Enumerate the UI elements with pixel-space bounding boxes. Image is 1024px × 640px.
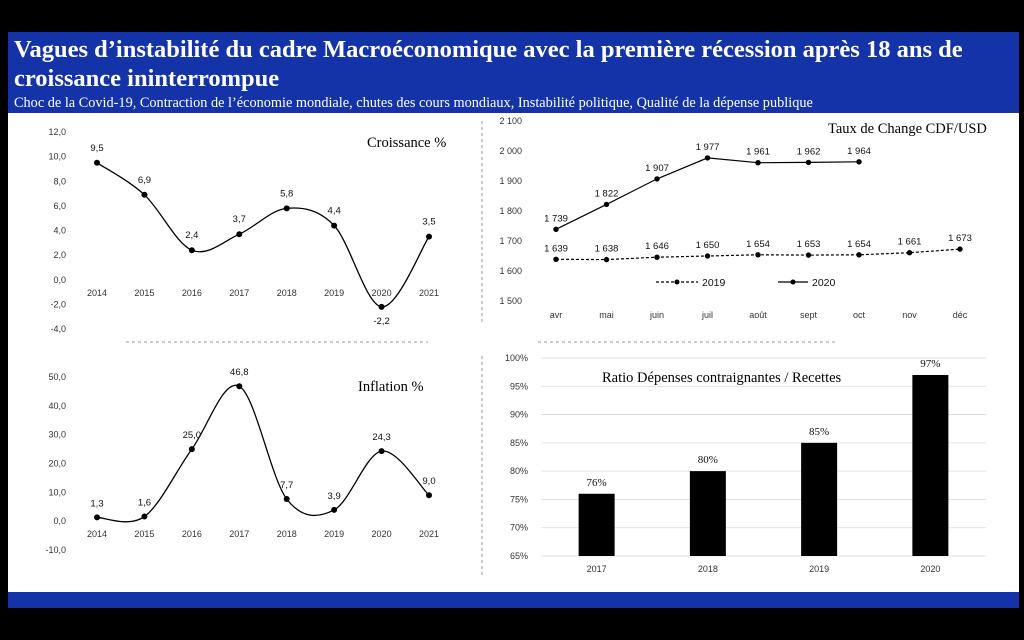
taux-point-2019-5 xyxy=(806,252,811,257)
croissance-data-labels xyxy=(90,143,435,327)
croissance-point-1 xyxy=(141,192,147,198)
taux-data-label-2019-4: 1 654 xyxy=(746,238,770,250)
taux-x-axis xyxy=(550,310,968,320)
croissance-xtick-4: 2018 xyxy=(276,288,297,298)
taux-ytick-3: 1 800 xyxy=(499,206,522,216)
croissance-point-5 xyxy=(331,223,337,229)
croissance-xtick-0: 2014 xyxy=(86,288,108,298)
taux-ytick-1: 2 000 xyxy=(499,146,522,156)
inflation-xtick-4: 2018 xyxy=(276,529,297,539)
croissance-ytick-1: 10,0 xyxy=(48,151,66,162)
ratio-bar-2 xyxy=(801,443,837,556)
taux-point-2019-8 xyxy=(957,246,962,251)
taux-data-label-2020-4: 1 961 xyxy=(746,146,770,158)
inflation-xtick-6: 2020 xyxy=(371,529,392,539)
taux-data-label-2020-0: 1 739 xyxy=(544,213,568,225)
inflation-data-label-7: 9,0 xyxy=(422,476,436,488)
taux-data-label-2020-6: 1 964 xyxy=(847,145,871,157)
taux-point-2019-1 xyxy=(604,257,609,262)
taux-xtick-6: oct xyxy=(852,310,866,320)
inflation-point-1 xyxy=(141,514,147,520)
taux-data-label-2019-5: 1 653 xyxy=(796,239,821,251)
ratio-ytick-2: 90% xyxy=(509,409,528,420)
taux-legend xyxy=(656,277,836,289)
croissance-xtick-5: 2019 xyxy=(324,288,345,298)
croissance-ytick-0: 12,0 xyxy=(48,127,66,137)
taux-data-label-2019-2: 1 646 xyxy=(645,241,669,253)
inflation-chart xyxy=(45,367,439,555)
croissance-data-label-1: 6,9 xyxy=(137,174,152,186)
croissance-point-7 xyxy=(426,234,432,240)
inflation-point-3 xyxy=(236,383,242,389)
inflation-x-axis xyxy=(87,529,439,539)
taux-data-label-2019-1: 1 638 xyxy=(594,243,619,255)
croissance-point-0 xyxy=(94,160,100,166)
taux-data-label-2019-7: 1 661 xyxy=(897,236,922,248)
ratio-data-label-1: 80% xyxy=(697,454,718,467)
croissance-data-label-4: 5,8 xyxy=(280,188,294,200)
inflation-data-label-5: 3,9 xyxy=(327,490,341,502)
taux-xtick-3: juil xyxy=(701,310,714,320)
croissance-ytick-5: 2,0 xyxy=(53,250,66,261)
inflation-xtick-2: 2016 xyxy=(181,529,202,539)
inflation-data-label-0: 1,3 xyxy=(90,498,104,510)
ratio-ytick-0: 100% xyxy=(504,353,528,363)
legend-2019-marker xyxy=(675,280,680,285)
inflation-xtick-7: 2021 xyxy=(418,529,440,539)
inflation-ytick-5: 0,0 xyxy=(53,516,66,527)
taux-xtick-5: sept xyxy=(799,310,818,320)
taux-point-2019-2 xyxy=(654,255,659,260)
croissance-point-4 xyxy=(284,205,290,211)
inflation-ytick-4: 10,0 xyxy=(48,487,66,498)
inflation-xtick-3: 2017 xyxy=(229,529,250,539)
footer-bar xyxy=(8,592,1019,608)
taux-point-2020-2 xyxy=(654,176,659,181)
taux-data-label-2020-2: 1 907 xyxy=(645,162,669,174)
inflation-point-6 xyxy=(379,448,385,454)
inflation-point-7 xyxy=(426,492,432,498)
taux-point-2019-7 xyxy=(907,250,912,255)
croissance-xtick-2: 2016 xyxy=(181,288,202,298)
taux-point-2020-5 xyxy=(806,160,811,165)
croissance-data-label-3: 3,7 xyxy=(232,214,246,226)
croissance-ytick-4: 4,0 xyxy=(53,225,66,236)
taux-ytick-5: 1 600 xyxy=(499,266,522,276)
ratio-x-axis xyxy=(587,564,941,574)
ratio-ytick-5: 75% xyxy=(509,494,528,505)
croissance-xtick-6: 2020 xyxy=(371,288,392,298)
croissance-xtick-1: 2015 xyxy=(134,288,155,298)
slide-title: Vagues d’instabilité du cadre Macroéconomique avec la première récession après 18 ans de croissance ininterrompue xyxy=(14,36,963,92)
ratio-ytick-7: 65% xyxy=(509,551,528,561)
charts-panel xyxy=(8,113,1019,592)
inflation-data-label-6: 24,3 xyxy=(372,432,391,444)
taux-point-2019-0 xyxy=(553,257,558,262)
inflation-point-2 xyxy=(189,446,195,452)
taux-data-labels xyxy=(544,142,972,255)
croissance-ytick-8: -4,0 xyxy=(50,324,66,334)
inflation-point-5 xyxy=(331,507,337,513)
taux-data-label-2019-0: 1 639 xyxy=(544,243,568,255)
inflation-point-0 xyxy=(94,514,100,520)
inflation-y-axis xyxy=(45,372,66,555)
croissance-data-label-2: 2,4 xyxy=(185,230,199,242)
taux-chart xyxy=(499,116,986,320)
taux-point-2020-1 xyxy=(604,202,609,207)
ratio-bars xyxy=(579,375,949,556)
croissance-chart xyxy=(48,127,446,334)
taux-title: Taux de Change CDF/USD xyxy=(828,121,987,137)
taux-xtick-1: mai xyxy=(599,310,614,320)
ratio-xtick-0: 2017 xyxy=(586,564,607,574)
taux-point-2019-4 xyxy=(755,252,760,257)
taux-ytick-4: 1 700 xyxy=(499,236,522,246)
ratio-xtick-3: 2020 xyxy=(920,564,941,574)
ratio-bar-3 xyxy=(912,375,948,556)
croissance-x-axis xyxy=(87,288,439,298)
inflation-ytick-1: 40,0 xyxy=(48,400,66,411)
inflation-data-label-3: 46,8 xyxy=(230,367,249,379)
legend-2020-label: 2020 xyxy=(812,277,836,289)
inflation-ytick-3: 20,0 xyxy=(48,458,66,469)
croissance-data-label-0: 9,5 xyxy=(90,142,104,154)
inflation-ytick-6: -10,0 xyxy=(45,545,66,555)
croissance-xtick-3: 2017 xyxy=(229,288,250,298)
taux-data-label-2020-1: 1 822 xyxy=(594,188,619,200)
croissance-title: Croissance % xyxy=(367,135,447,151)
inflation-xtick-1: 2015 xyxy=(134,529,155,539)
ratio-xtick-2: 2019 xyxy=(809,564,830,574)
croissance-point-2 xyxy=(189,247,195,253)
taux-data-label-2020-5: 1 962 xyxy=(796,146,821,158)
croissance-data-label-5: 4,4 xyxy=(327,205,341,217)
croissance-point-3 xyxy=(236,231,242,237)
ratio-ytick-1: 95% xyxy=(509,381,528,392)
croissance-data-label-7: 3,5 xyxy=(422,216,436,228)
croissance-ytick-6: 0,0 xyxy=(53,274,66,285)
title-banner xyxy=(8,32,1019,113)
taux-data-label-2019-6: 1 654 xyxy=(847,238,871,250)
ratio-title: Ratio Dépenses contraignantes / Recettes xyxy=(602,370,842,386)
inflation-point-4 xyxy=(284,496,290,502)
slide-subtitle: Choc de la Covid-19, Contraction de l’économie mondiale, chutes des cours mondiaux, Instabilité politique, Qualité de la dépense publique xyxy=(14,95,813,111)
ratio-bar-1 xyxy=(690,471,726,556)
croissance-data-label-6: -2,2 xyxy=(373,315,390,327)
taux-ytick-2: 1 900 xyxy=(499,176,522,186)
taux-ytick-0: 2 100 xyxy=(499,116,522,126)
ratio-xtick-1: 2018 xyxy=(697,564,718,574)
inflation-data-label-1: 1,6 xyxy=(137,497,152,509)
inflation-data-label-4: 7,7 xyxy=(280,479,294,491)
ratio-ytick-6: 70% xyxy=(509,522,528,533)
ratio-data-label-3: 97% xyxy=(920,357,941,370)
ratio-y-axis xyxy=(505,353,528,561)
inflation-ytick-0: 50,0 xyxy=(48,372,66,382)
taux-data-label-2020-3: 1 977 xyxy=(695,141,720,153)
ratio-ytick-3: 85% xyxy=(509,437,528,448)
croissance-y-axis xyxy=(48,127,66,334)
charts-canvas xyxy=(8,113,1019,592)
taux-point-2020-6 xyxy=(856,159,861,164)
croissance-ytick-7: -2,0 xyxy=(50,299,66,310)
taux-xtick-8: déc xyxy=(952,310,968,320)
croissance-ytick-2: 8,0 xyxy=(53,176,66,187)
taux-point-2020-0 xyxy=(553,227,558,232)
ratio-data-label-0: 76% xyxy=(586,476,607,489)
taux-point-2019-6 xyxy=(856,252,861,257)
taux-xtick-4: août xyxy=(749,310,767,320)
ratio-ytick-4: 80% xyxy=(509,466,528,477)
taux-point-2019-3 xyxy=(705,253,710,258)
taux-point-2020-3 xyxy=(705,155,710,160)
inflation-ytick-2: 30,0 xyxy=(48,429,66,440)
ratio-data-label-2: 85% xyxy=(809,425,830,438)
legend-2020-marker xyxy=(791,280,796,285)
taux-ytick-6: 1 500 xyxy=(499,296,522,306)
legend-2019-label: 2019 xyxy=(702,277,726,289)
taux-xtick-7: nov xyxy=(902,310,917,320)
croissance-point-6 xyxy=(379,304,385,310)
inflation-xtick-0: 2014 xyxy=(86,529,108,539)
inflation-xtick-5: 2019 xyxy=(324,529,345,539)
taux-xtick-2: juin xyxy=(649,310,665,320)
taux-point-2020-4 xyxy=(755,160,760,165)
taux-data-label-2019-8: 1 673 xyxy=(948,233,972,245)
taux-data-label-2019-3: 1 650 xyxy=(695,240,720,251)
inflation-title: Inflation % xyxy=(358,379,424,395)
taux-y-axis xyxy=(499,116,522,306)
ratio-chart xyxy=(505,353,986,574)
taux-xtick-0: avr xyxy=(549,310,563,320)
croissance-ytick-3: 6,0 xyxy=(53,200,66,211)
inflation-data-label-2: 25,0 xyxy=(182,430,202,442)
croissance-xtick-7: 2021 xyxy=(418,288,440,298)
ratio-bar-0 xyxy=(579,494,615,556)
